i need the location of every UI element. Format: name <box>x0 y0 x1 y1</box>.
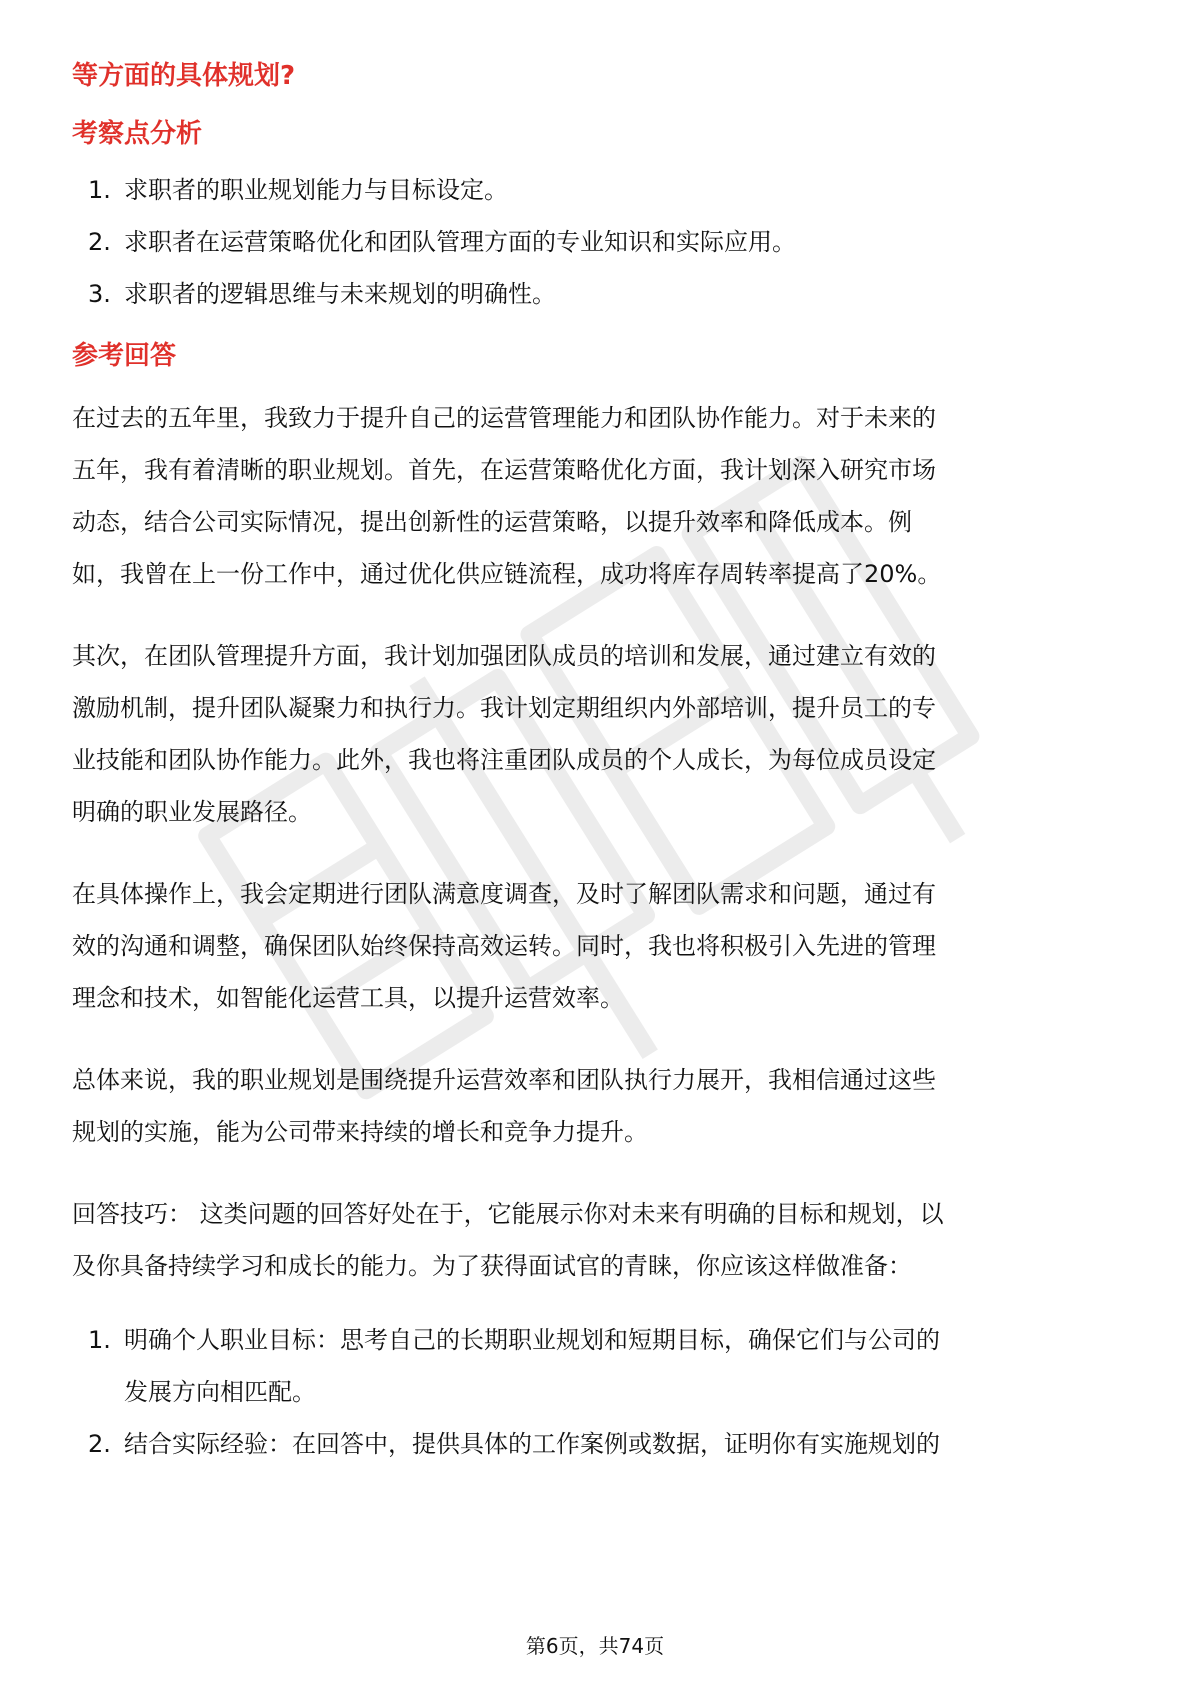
question-fragment: 等方面的具体规划? <box>72 61 296 91</box>
list-item: 3. 求职者的逻辑思维与未来规划的明确性。 <box>88 280 556 308</box>
page-number: 第6页，共74页 <box>525 1634 665 1658</box>
tips-paragraph: 回答技巧： 这类问题的回答好处在于，它能展示你对未来有明确的目标和规划，以 及你具备持续学习和成长的能力。为了获得面试官的青睐，你应该这样做准备： <box>72 1200 944 1280</box>
content <box>72 58 1112 1470</box>
list-item: 1. 明确个人职业目标：思考自己的长期职业规划和短期目标，确保它们与公司的 发展方向相匹配。 <box>88 1326 940 1406</box>
answer-title: 参考回答 <box>72 341 177 371</box>
answer-paragraph: 其次，在团队管理提升方面，我计划加强团队成员的培训和发展，通过建立有效的 激励机制，提升团队凝聚力和执行力。我计划定期组织内外部培训，提升员工的专 业技能和团队协作能力。此外，我也将注重团队成员的个人成长，为每位成员设定 明确的职业发展路径。 <box>72 642 936 826</box>
list-item: 2. 求职者在运营策略优化和团队管理方面的专业知识和实际应用。 <box>88 228 796 256</box>
analysis-title: 考察点分析 <box>72 119 203 149</box>
tips-list <box>72 1314 1112 1470</box>
answer-paragraph: 在过去的五年里，我致力于提升自己的运营管理能力和团队协作能力。对于未来的 五年，我有着清晰的职业规划。首先，在运营策略优化方面，我计划深入研究市场 动态，结合公司实际情况，提出创新性的运营策略，以提升效率和降低成本。例 如，我曾在上一份工作中，通过优化供应链流程，成功将库存周转率提高了20%。 <box>72 404 942 588</box>
answer-paragraph: 在具体操作上，我会定期进行团队满意度调查，及时了解团队需求和问题，通过有 效的沟通和调整，确保团队始终保持高效运转。同时，我也将积极引入先进的管理 理念和技术，如智能化运营工具，以提升运营效率。 <box>72 880 936 1012</box>
analysis-list <box>72 164 1112 320</box>
list-item: 1. 求职者的职业规划能力与目标设定。 <box>88 176 508 204</box>
list-item: 2. 结合实际经验：在回答中，提供具体的工作案例或数据，证明你有实施规划的 <box>88 1430 940 1458</box>
answer-paragraph: 总体来说，我的职业规划是围绕提升运营效率和团队执行力展开，我相信通过这些 规划的实施，能为公司带来持续的增长和竞争力提升。 <box>72 1066 936 1146</box>
